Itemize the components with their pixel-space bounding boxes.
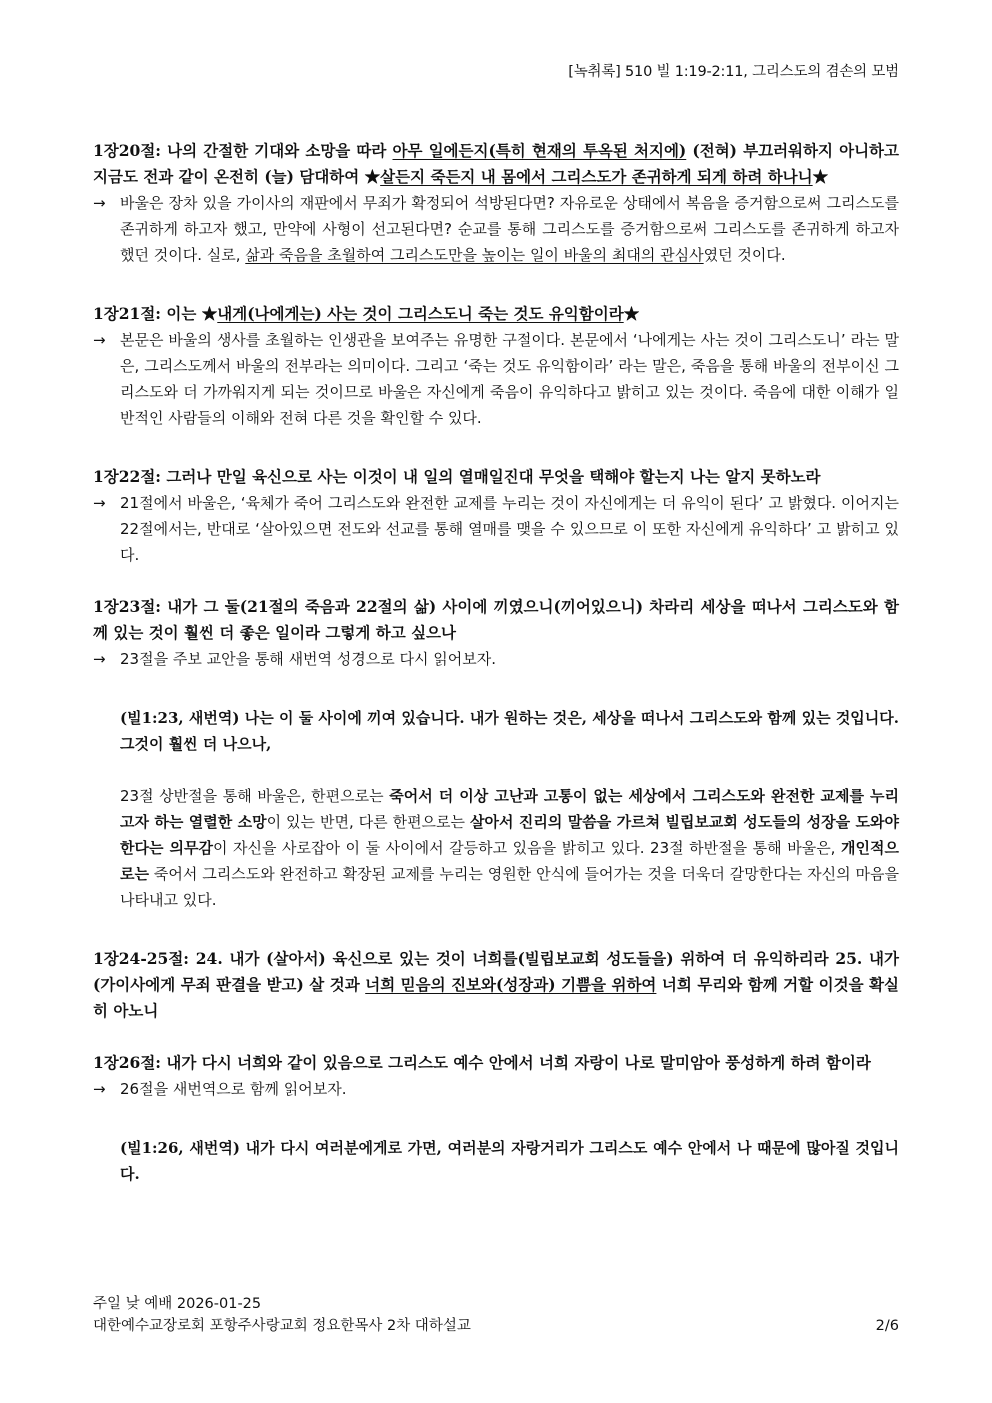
verse-ref: 1장22절:	[93, 467, 162, 486]
arrow-icon: →	[93, 194, 106, 212]
footer-service-date: 주일 낮 예배 2026-01-25	[93, 1296, 262, 1312]
arrow-icon: →	[93, 331, 106, 349]
verse-1-21: 1장21절: 이는 ★내게(나에게는) 사는 것이 그리스도니 죽는 것도 유익함이라★	[93, 304, 640, 323]
verse-1-20: 1장20절: 나의 간절한 기대와 소망을 따라 아무 일에든지(특히 현재의 투옥된 처지에) (전혀) 부끄러워하지 아니하고 지금도 전과 같이 온전히 (늘) 담대하여 ★살든지 죽든지 내 몸에서 그리스도가 존귀하게 되게 하려 하나니★	[93, 141, 899, 186]
document-body	[93, 138, 899, 1187]
verse-1-22: 1장22절: 그러나 만일 육신으로 사는 이것이 내 일의 열매일진대 무엇을 택해야 할는지 나는 알지 못하노라	[93, 467, 821, 486]
commentary-1-20: → 바울은 장차 있을 가이사의 재판에서 무죄가 확정되어 석방된다면? 자유로운 상태에서 복음을 증거함으로써 그리스도를 존귀하게 하고자 했고, 만약에 사형이 선고된다면? 순교를 통해 그리스도를 증거함으로써 그리스도를 존귀하게 하고자 했던 것이다. 실로, 삶과 죽음을 초월하여 그리스도만을 높이는 일이 바울의 최대의 관심사였던 것이다.	[93, 190, 899, 268]
underlined-phrase: 아무 일에든지(특히 현재의 투옥된 처지에)	[392, 141, 687, 160]
underlined-phrase: 내게(나에게는) 사는 것이 그리스도니 죽는 것도 유익함이라	[217, 304, 624, 323]
quote-1-26-new-translation: (빌1:26, 새번역) 내가 다시 여러분에게로 가면, 여러분의 자랑거리가 그리스도 예수 안에서 나 때문에 많아질 것입니다.	[120, 1139, 899, 1183]
underlined-phrase: 살든지 죽든지 내 몸에서 그리스도가 존귀하게 되게 하려 하나니	[380, 167, 813, 186]
verse-1-23: 1장23절: 내가 그 둘(21절의 죽음과 22절의 삶) 사이에 끼였으니(끼어있으니) 차라리 세상을 떠나서 그리스도와 함께 있는 것이 훨씬 더 좋은 일이라 그렇게 하고 싶으나	[93, 597, 899, 642]
verse-1-24-25: 1장24-25절: 24. 내가 (살아서) 육신으로 있는 것이 너희를(빌립보교회 성도들을) 위하여 더 유익하리라 25. 내가 (가이사에게 무죄 판결을 받고) 살 것과 너희 믿음의 진보와(성장과) 기쁨을 위하여 너희 무리와 함께 거할 이것을 확실히 아노니	[93, 949, 899, 1020]
verse-ref: 1장26절:	[93, 1053, 162, 1072]
commentary-1-26: → 26절을 새번역으로 함께 읽어보자.	[93, 1076, 899, 1102]
page-number: 2/6	[875, 1318, 899, 1334]
commentary-1-23: → 23절을 주보 교안을 통해 새번역 성경으로 다시 읽어보자.	[93, 646, 899, 672]
commentary-1-22: → 21절에서 바울은, ‘육체가 죽어 그리스도와 완전한 교제를 누리는 것이 자신에게는 더 유익이 된다’ 고 밝혔다. 이어지는 22절에서는, 반대로 ‘살아있으면 전도와 선교를 통해 열매를 맺을 수 있으므로 이 또한 자신에게 유익하다’ 고 밝히고 있다.	[93, 490, 899, 568]
document-header-title: [녹취록] 510 빌 1:19-2:11, 그리스도의 겸손의 모범	[568, 64, 899, 80]
quote-1-23-new-translation: (빌1:23, 새번역) 나는 이 둘 사이에 끼여 있습니다. 내가 원하는 것은, 세상을 떠나서 그리스도와 함께 있는 것입니다. 그것이 훨씬 더 나으나,	[120, 709, 899, 753]
verse-ref: 1장24-25절:	[93, 949, 190, 968]
commentary-1-21: → 본문은 바울의 생사를 초월하는 인생관을 보여주는 유명한 구절이다. 본문에서 ‘나에게는 사는 것이 그리스도니’ 라는 말은, 그리스도께서 바울의 전부라는 의미이다. 그리고 ‘죽는 것도 유익함이라’ 라는 말은, 죽음을 통해 바울의 전부이신 그리스도와 더 가까워지게 되는 것이므로 바울은 자신에게 죽음이 유익하다고 밝히고 있는 것이다. 죽음에 대한 이해가 일반적인 사람들의 이해와 전혀 다른 것을 확인할 수 있다.	[93, 327, 899, 431]
arrow-icon: →	[93, 650, 106, 668]
underlined-phrase: 삶과 죽음을 초월하여 그리스도만을 높이는 일이 바울의 최대의 관심사	[245, 246, 704, 264]
arrow-icon: →	[93, 494, 106, 512]
verse-ref: 1장20절:	[93, 141, 162, 160]
arrow-icon: →	[93, 1080, 106, 1098]
document-footer	[93, 1293, 899, 1337]
explanation-1-23: 23절 상반절을 통해 바울은, 한편으로는 죽어서 더 이상 고난과 고통이 없는 세상에서 그리스도와 완전한 교제를 누리고자 하는 열렬한 소망이 있는 반면, 다른 한편으로는 살아서 진리의 말씀을 가르쳐 빌립보교회 성도들의 성장을 도와야 한다는 의무감이 자신을 사로잡아 이 둘 사이에서 갈등하고 있음을 밝히고 있다. 23절 하반절을 통해 바울은, 개인적으로는 죽어서 그리스도와 완전하고 확장된 교제를 누리는 영원한 안식에 들어가는 것을 더욱더 갈망한다는 자신의 마음을 나타내고 있다.	[120, 787, 900, 909]
verse-1-26: 1장26절: 내가 다시 너희와 같이 있음으로 그리스도 예수 안에서 너희 자랑이 나로 말미암아 풍성하게 하려 함이라	[93, 1053, 871, 1072]
verse-ref: 1장23절:	[93, 597, 162, 616]
footer-church-info: 대한예수교장로회 포항주사랑교회 정요한목사 2차 대하설교	[93, 1318, 471, 1334]
verse-ref: 1장21절:	[93, 304, 162, 323]
underlined-phrase: 너희 믿음의 진보와(성장과) 기쁨을 위하여	[365, 975, 657, 994]
